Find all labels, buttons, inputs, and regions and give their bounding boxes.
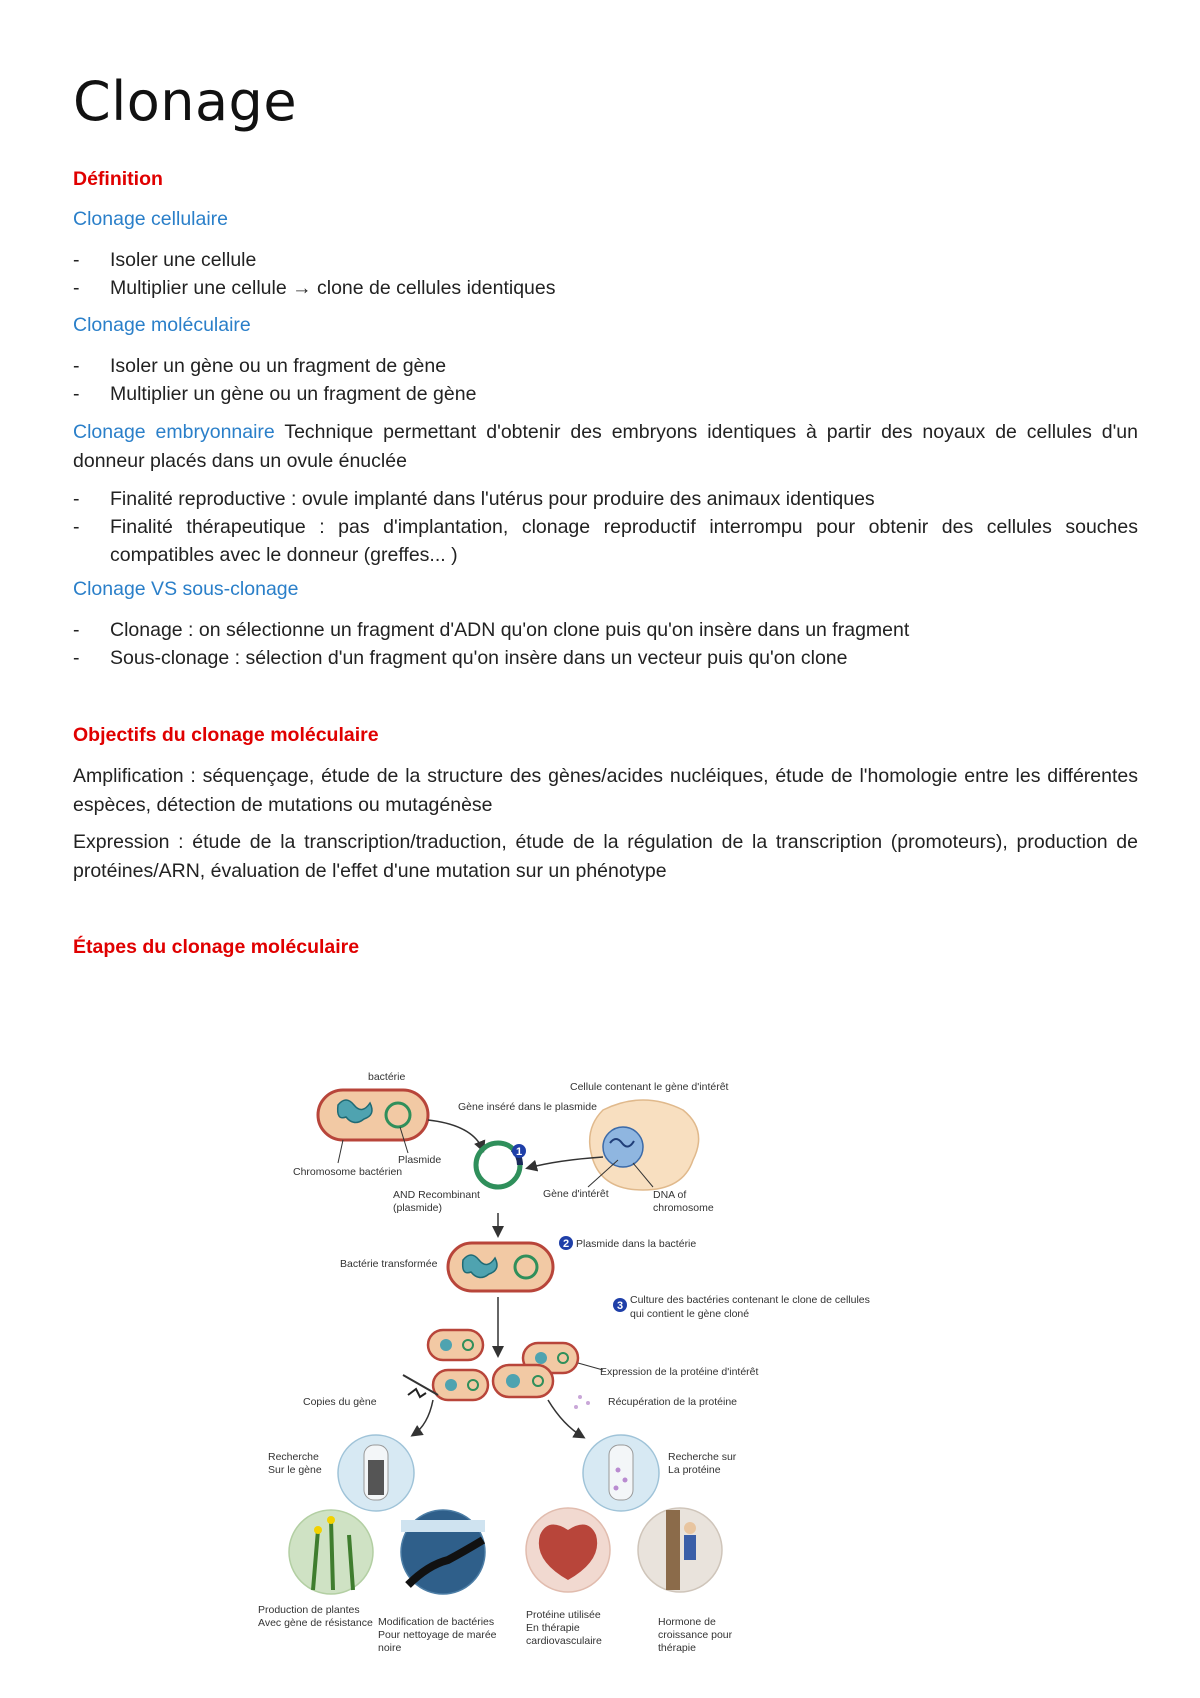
cellule-label: Cellule contenant le gène d'intérêt <box>570 1081 729 1093</box>
bacteria-culture <box>428 1330 578 1400</box>
embryonnaire-list <box>73 485 1138 569</box>
list-item: - Clonage : on sélectionne un fragment d'ADN qu'on clone puis qu'on insère dans un fragment <box>73 616 1138 644</box>
embryonnaire-heading: Clonage embryonnaire <box>73 421 275 443</box>
protein-dot <box>574 1405 578 1409</box>
arrow-to-gene-research <box>413 1400 433 1435</box>
plantes-label-1: Production de plantes <box>258 1604 360 1616</box>
hormone-label-2: croissance pour <box>658 1629 733 1641</box>
expression-label: Expression de la protéine d'intérêt <box>600 1366 759 1378</box>
gene-insere-label: Gène inséré dans le plasmide <box>458 1101 597 1113</box>
recuperation-label: Récupération de la protéine <box>608 1396 738 1408</box>
gene-copies-shape <box>408 1389 426 1397</box>
cardio-label-3: cardiovasculaire <box>526 1635 602 1647</box>
cellulaire-list <box>73 246 1138 302</box>
definition-heading: Définition <box>73 168 163 190</box>
cloning-diagram <box>258 1065 978 1685</box>
plant-flower <box>314 1526 322 1534</box>
adn-label-1: AND Recombinant <box>393 1189 480 1201</box>
protein-dot <box>616 1468 621 1473</box>
step3-label-1: Culture des bactéries contenant le clone de cellules <box>630 1294 870 1306</box>
list-item: - Sous-clonage : sélection d'un fragment qu'on insère dans un vecteur puis qu'on clone <box>73 644 1138 672</box>
arrow-gene-to-plasmid <box>528 1157 603 1168</box>
step2-label: Plasmide dans la bactérie <box>576 1238 697 1250</box>
transformee-label: Bactérie transformée <box>340 1258 438 1270</box>
culture-chromosome <box>440 1339 452 1351</box>
child-body <box>684 1535 696 1560</box>
hormone-label-1: Hormone de <box>658 1616 716 1628</box>
list-item: - Isoler une cellule <box>73 246 1138 274</box>
culture-chromosome <box>535 1352 547 1364</box>
list-item: - Finalité thérapeutique : pas d'implantation, clonage reproductif interrompu pour obtenir des cellules souches compatibles avec le donneur (greffes... ) <box>73 513 1138 569</box>
list-item: - Multiplier un gène ou un fragment de gène <box>73 380 1138 408</box>
maree-label-1: Modification de bactéries <box>378 1616 495 1628</box>
culture-bacterium <box>433 1370 488 1400</box>
chromosome-pointer <box>338 1140 343 1163</box>
step1-number: 1 <box>516 1146 523 1158</box>
culture-chromosome <box>506 1374 520 1388</box>
copies-label: Copies du gène <box>303 1396 377 1408</box>
adn-label-2: (plasmide) <box>393 1202 443 1214</box>
cellulaire-heading: Clonage cellulaire <box>73 208 229 230</box>
hormone-label-3: thérapie <box>658 1642 696 1654</box>
objectifs-heading: Objectifs du clonage moléculaire <box>73 724 379 746</box>
chromosome-label: Chromosome bactérien <box>293 1166 403 1178</box>
maree-label-2: Pour nettoyage de marée <box>378 1629 497 1641</box>
protein-dot <box>614 1486 619 1491</box>
embryonnaire-text: Technique permettant d'obtenir des embryons identiques à partir des noyaux de cellules d'un donneur placés dans un ovule énuclée <box>73 421 1138 472</box>
plantes-label-2: Avec gène de résistance <box>258 1617 373 1629</box>
page-title: Clonage <box>73 70 298 133</box>
recherche-gene-label-1: Recherche <box>268 1451 319 1463</box>
etapes-heading: Étapes du clonage moléculaire <box>73 936 360 958</box>
recherche-prot-label-2: La protéine <box>668 1464 721 1476</box>
arrow-to-recombinant <box>428 1120 483 1150</box>
arrow-to-protein-research <box>548 1400 583 1437</box>
list-item: - Multiplier une cellule → clone de cellules identiques <box>73 274 1138 302</box>
list-item: - Finalité reproductive : ovule implanté dans l'utérus pour produire des animaux identiques <box>73 485 1138 513</box>
growth-ruler <box>666 1510 680 1590</box>
dna-label-2: chromosome <box>653 1202 714 1214</box>
moleculaire-heading: Clonage moléculaire <box>73 314 251 336</box>
moleculaire-list <box>73 352 1138 408</box>
step3-number: 3 <box>617 1300 624 1312</box>
culture-bacterium <box>428 1330 483 1360</box>
recherche-gene-label-2: Sur le gène <box>268 1464 322 1476</box>
protein-dot <box>578 1395 582 1399</box>
list-item: - Isoler un gène ou un fragment de gène <box>73 352 1138 380</box>
bacterie-label: bactérie <box>368 1071 406 1083</box>
culture-chromosome <box>445 1379 457 1391</box>
amplification-paragraph: Amplification : séquençage, étude de la structure des gènes/acides nucléiques, étude de l'homologie entre les différentes espèces, détection de mutations ou mutagénèse <box>73 765 1138 816</box>
cardio-label-1: Protéine utilisée <box>526 1609 601 1621</box>
donor-nucleus-shape <box>603 1127 643 1167</box>
plant-flower <box>327 1516 335 1524</box>
child-head <box>684 1522 696 1534</box>
step2-number: 2 <box>563 1238 570 1250</box>
embryonnaire-paragraph <box>73 418 1138 476</box>
vs-list <box>73 616 1138 672</box>
dna-label-1: DNA of <box>653 1189 687 1201</box>
gene-tube-content <box>368 1460 384 1495</box>
cardio-label-2: En thérapie <box>526 1622 580 1634</box>
gene-interet-label: Gène d'intérêt <box>543 1188 609 1200</box>
step3-label-2: qui contient le gène cloné <box>630 1308 750 1320</box>
maree-label-3: noire <box>378 1642 402 1654</box>
expression-paragraph: Expression : étude de la transcription/traduction, étude de la régulation de la transcription (promoteurs), production de protéines/ARN, évaluation de l'effet d'une mutation sur un phénotype <box>73 831 1138 882</box>
recherche-prot-label-1: Recherche sur <box>668 1451 737 1463</box>
protein-test-tube <box>609 1445 633 1500</box>
protein-dot <box>586 1401 590 1405</box>
vs-heading: Clonage VS sous-clonage <box>73 578 299 600</box>
plasmide-label: Plasmide <box>398 1154 442 1166</box>
protein-dot <box>623 1478 628 1483</box>
sky-band <box>401 1520 485 1532</box>
